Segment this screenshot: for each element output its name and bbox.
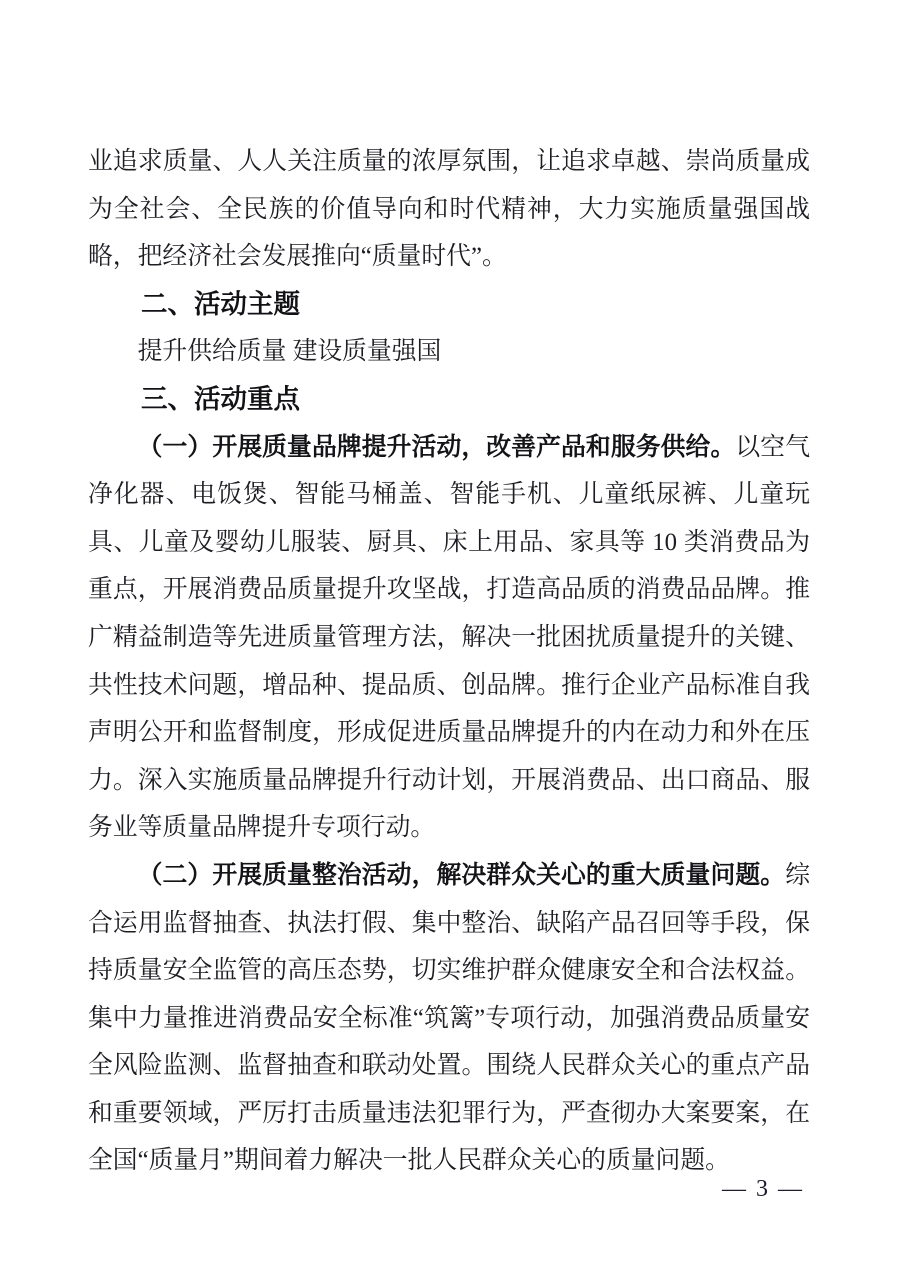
section-heading-activity-theme: 二、活动主题	[141, 288, 300, 319]
focus-item-1-body: 以空气净化器、电饭煲、智能马桶盖、智能手机、儿童纸尿裤、儿童玩具、儿童及婴幼儿服装、厨具、床上用品、家具等 10 类消费品为重点，开展消费品质量提升攻坚战，打造高品质的消费品品牌。推广精益制造等先进质量管理方法，解决一批困扰质量提升的关键、共性技术问题，增品种、提品质、创品牌。推行企业产品标准自我声明公开和监督制度，形成促进质量品牌提升的内在动力和外在压力。深入实施质量品牌提升行动计划，开展消费品、出口商品、服务业等质量品牌提升专项行动。	[88, 433, 810, 842]
paragraph-focus-item-2	[88, 852, 810, 1185]
section-heading-activity-focus: 三、活动重点	[141, 383, 300, 414]
focus-item-1-lead: （一）开展质量品牌提升活动，改善产品和服务供给。	[137, 433, 736, 461]
focus-item-2-lead: （二）开展质量整治活动，解决群众关心的重大质量问题。	[137, 861, 786, 889]
paragraph-intro-continuation: 业追求质量、人人关注质量的浓厚氛围，让追求卓越、崇尚质量成为全社会、全民族的价值导向和时代精神，大力实施质量强国战略，把经济社会发展推向“质量时代”。	[88, 148, 810, 271]
page-number: — 3 —	[722, 1176, 804, 1202]
paragraph-activity-theme: 提升供给质量 建设质量强国	[137, 338, 442, 366]
paragraph-focus-item-1	[88, 424, 810, 852]
document-body	[88, 138, 810, 1185]
focus-item-2-body: 综合运用监督抽查、执法打假、集中整治、缺陷产品召回等手段，保持质量安全监管的高压态势，切实维护群众健康安全和合法权益。集中力量推进消费品安全标准“筑篱”专项行动，加强消费品质量安全风险监测、监督抽查和联动处置。围绕人民群众关心的重点产品和重要领域，严厉打击质量违法犯罪行为，严查彻办大案要案，在全国“质量月”期间着力解决一批人民群众关心的质量问题。	[88, 861, 810, 1175]
